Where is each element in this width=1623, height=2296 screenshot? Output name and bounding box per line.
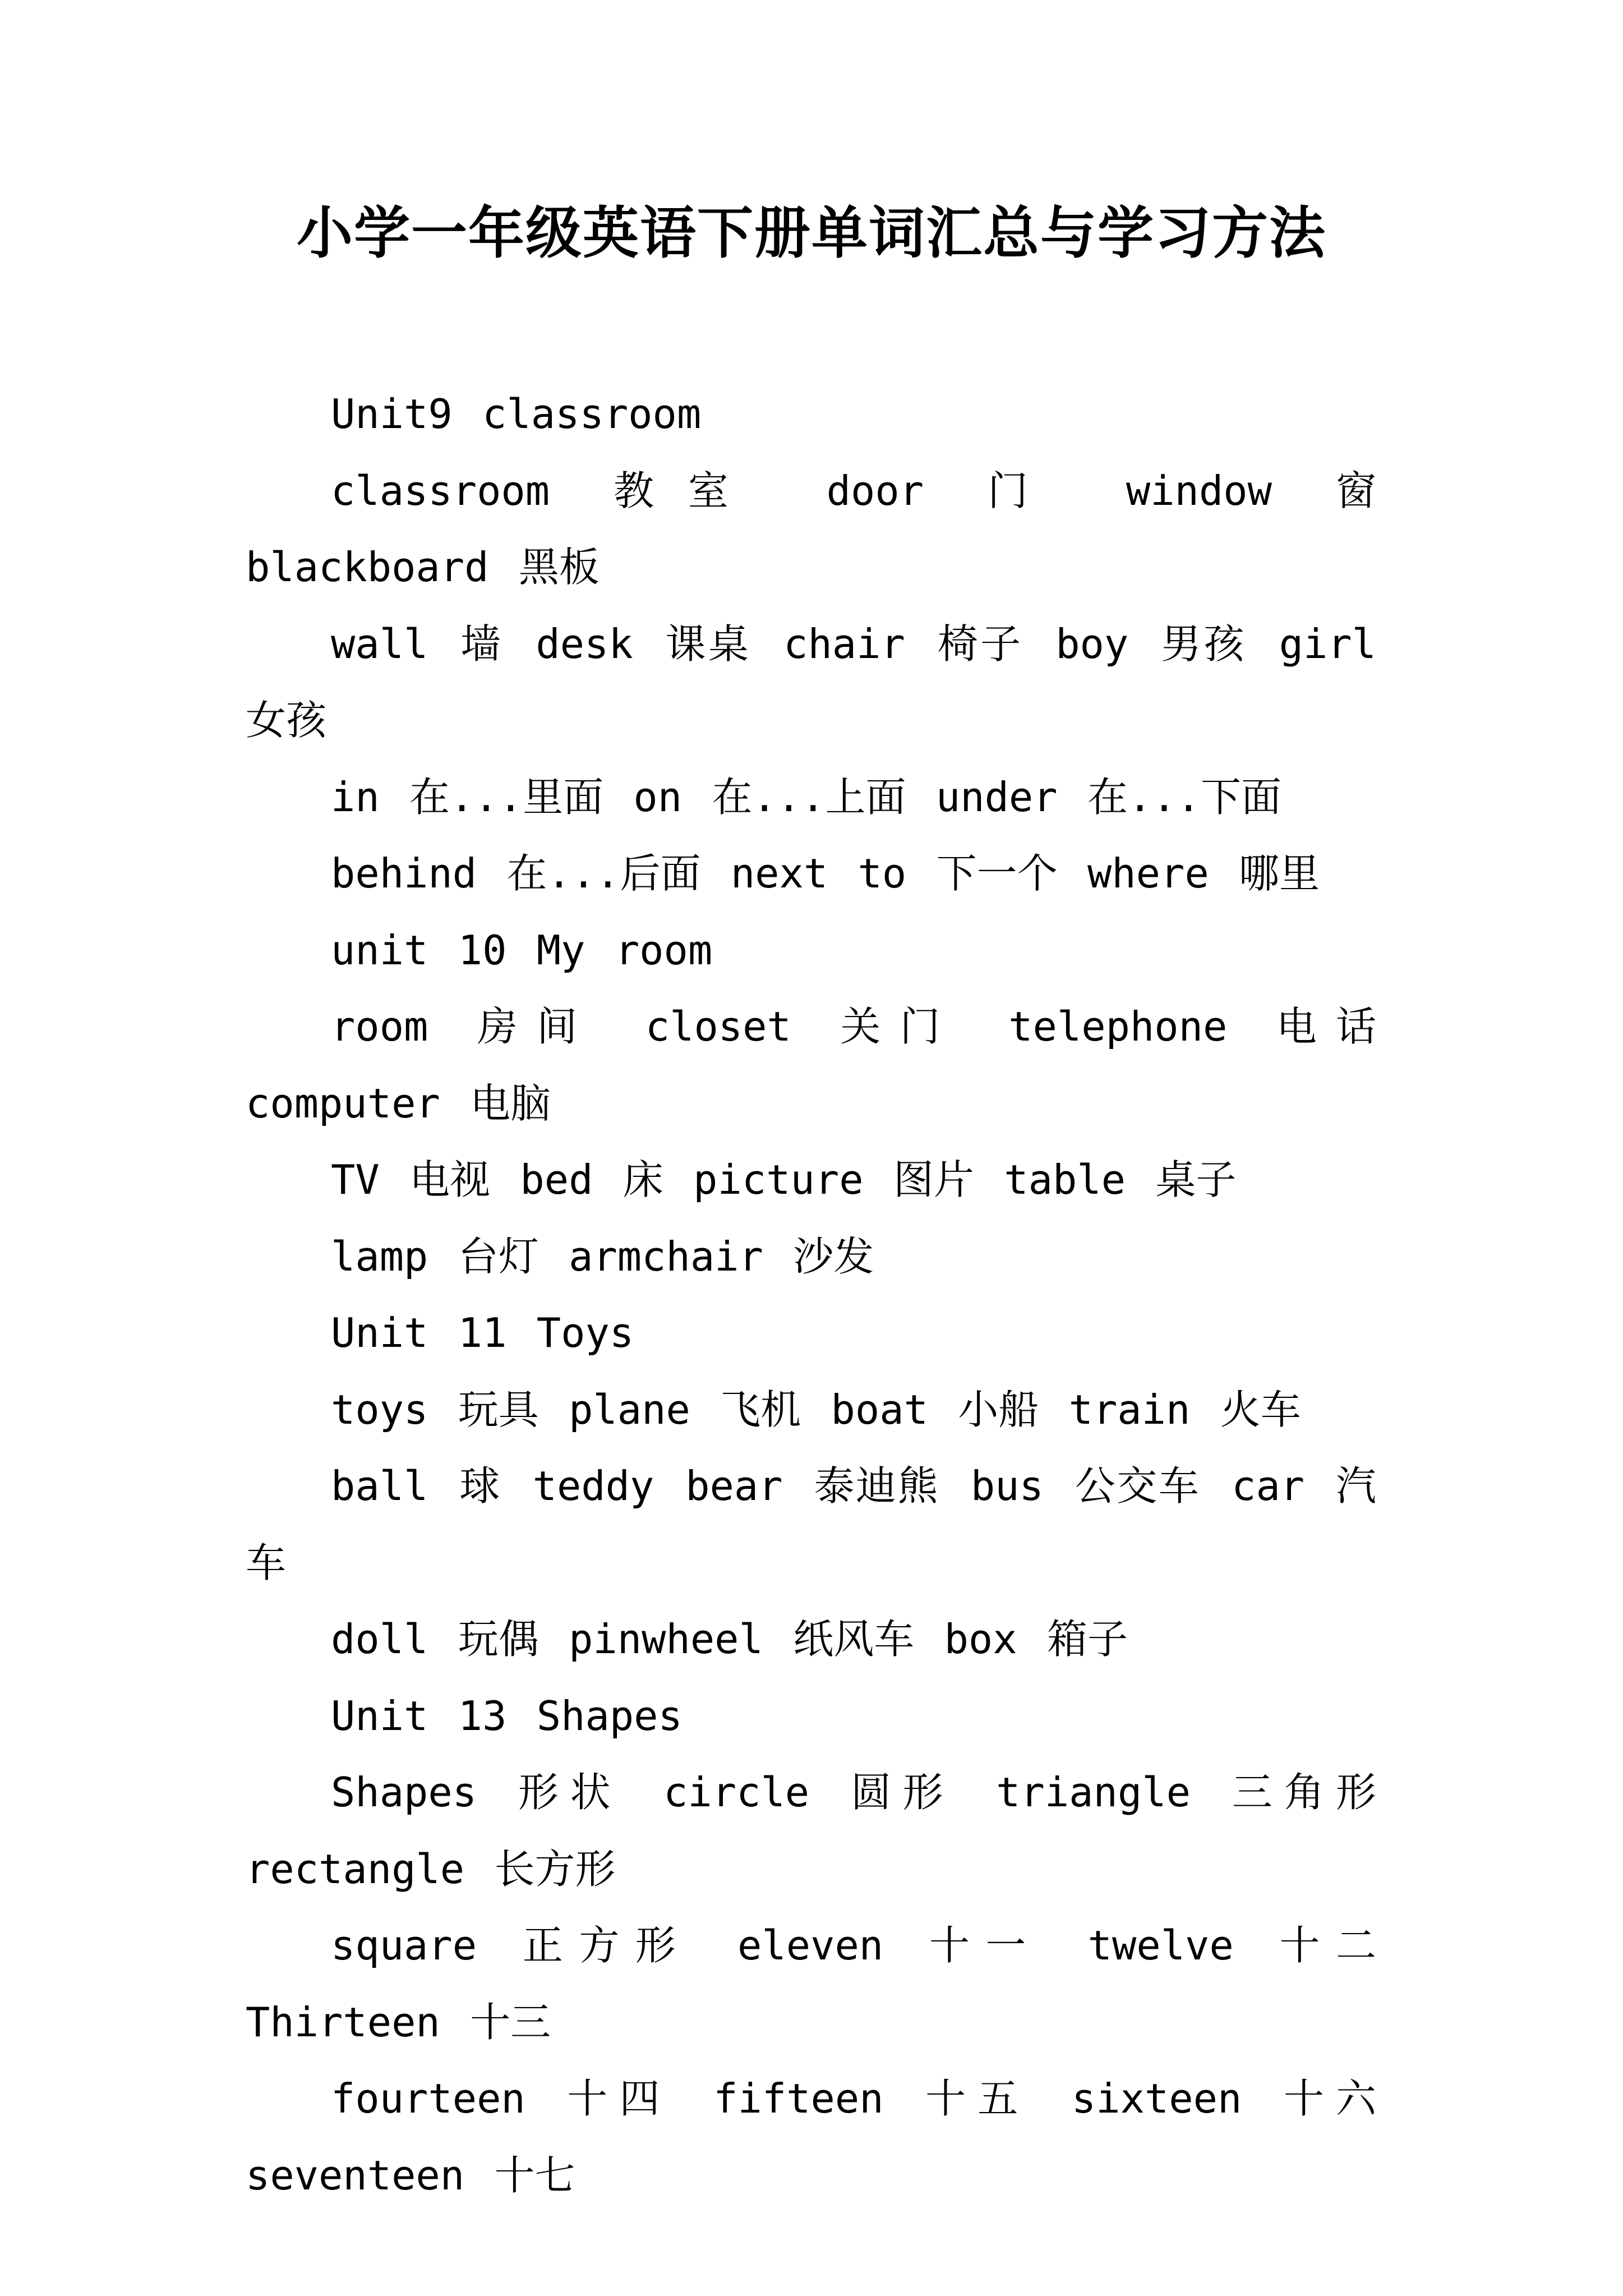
unit-heading: Unit 11 Toys xyxy=(331,1309,634,1356)
vocabulary-line: behind 在...后面 next to 下一个 where 哪里 xyxy=(331,850,1320,897)
vocabulary-line: Shapes 形状 circle 圆形 triangle 三角形 rectangle 长方形 xyxy=(246,1769,1376,1893)
unit-heading: Unit9 classroom xyxy=(331,390,702,438)
document-body xyxy=(246,376,1376,2214)
unit-heading: unit 10 My room xyxy=(331,926,713,974)
vocabulary-line: in 在...里面 on 在...上面 under 在...下面 xyxy=(331,773,1281,821)
vocabulary-line: square 正方形 eleven 十一 twelve 十二 Thirteen 十三 xyxy=(246,1922,1376,2046)
vocabulary-line: classroom 教室 door 门 window 窗 blackboard 黑板 xyxy=(246,467,1376,591)
document-title: 小学一年级英语下册单词汇总与学习方法 xyxy=(297,200,1326,266)
vocabulary-line: wall 墙 desk 课桌 chair 椅子 boy 男孩 girl 女孩 xyxy=(246,620,1377,744)
vocabulary-line: TV 电视 bed 床 picture 图片 table 桌子 xyxy=(331,1156,1237,1203)
unit-heading: Unit 13 Shapes xyxy=(331,1692,683,1740)
vocabulary-line: fourteen 十四 fifteen 十五 sixteen 十六 seventeen 十七 xyxy=(246,2075,1376,2199)
vocabulary-line: room 房间 closet 关门 telephone 电话 computer 电脑 xyxy=(246,1003,1376,1127)
vocabulary-line: doll 玩偶 pinwheel 纸风车 box 箱子 xyxy=(331,1616,1128,1663)
vocabulary-line: toys 玩具 plane 飞机 boat 小船 train 火车 xyxy=(331,1386,1301,1433)
vocabulary-line: lamp 台灯 armchair 沙发 xyxy=(331,1232,874,1280)
vocabulary-line: ball 球 teddy bear 泰迪熊 bus 公交车 car 汽车 xyxy=(246,1462,1376,1586)
